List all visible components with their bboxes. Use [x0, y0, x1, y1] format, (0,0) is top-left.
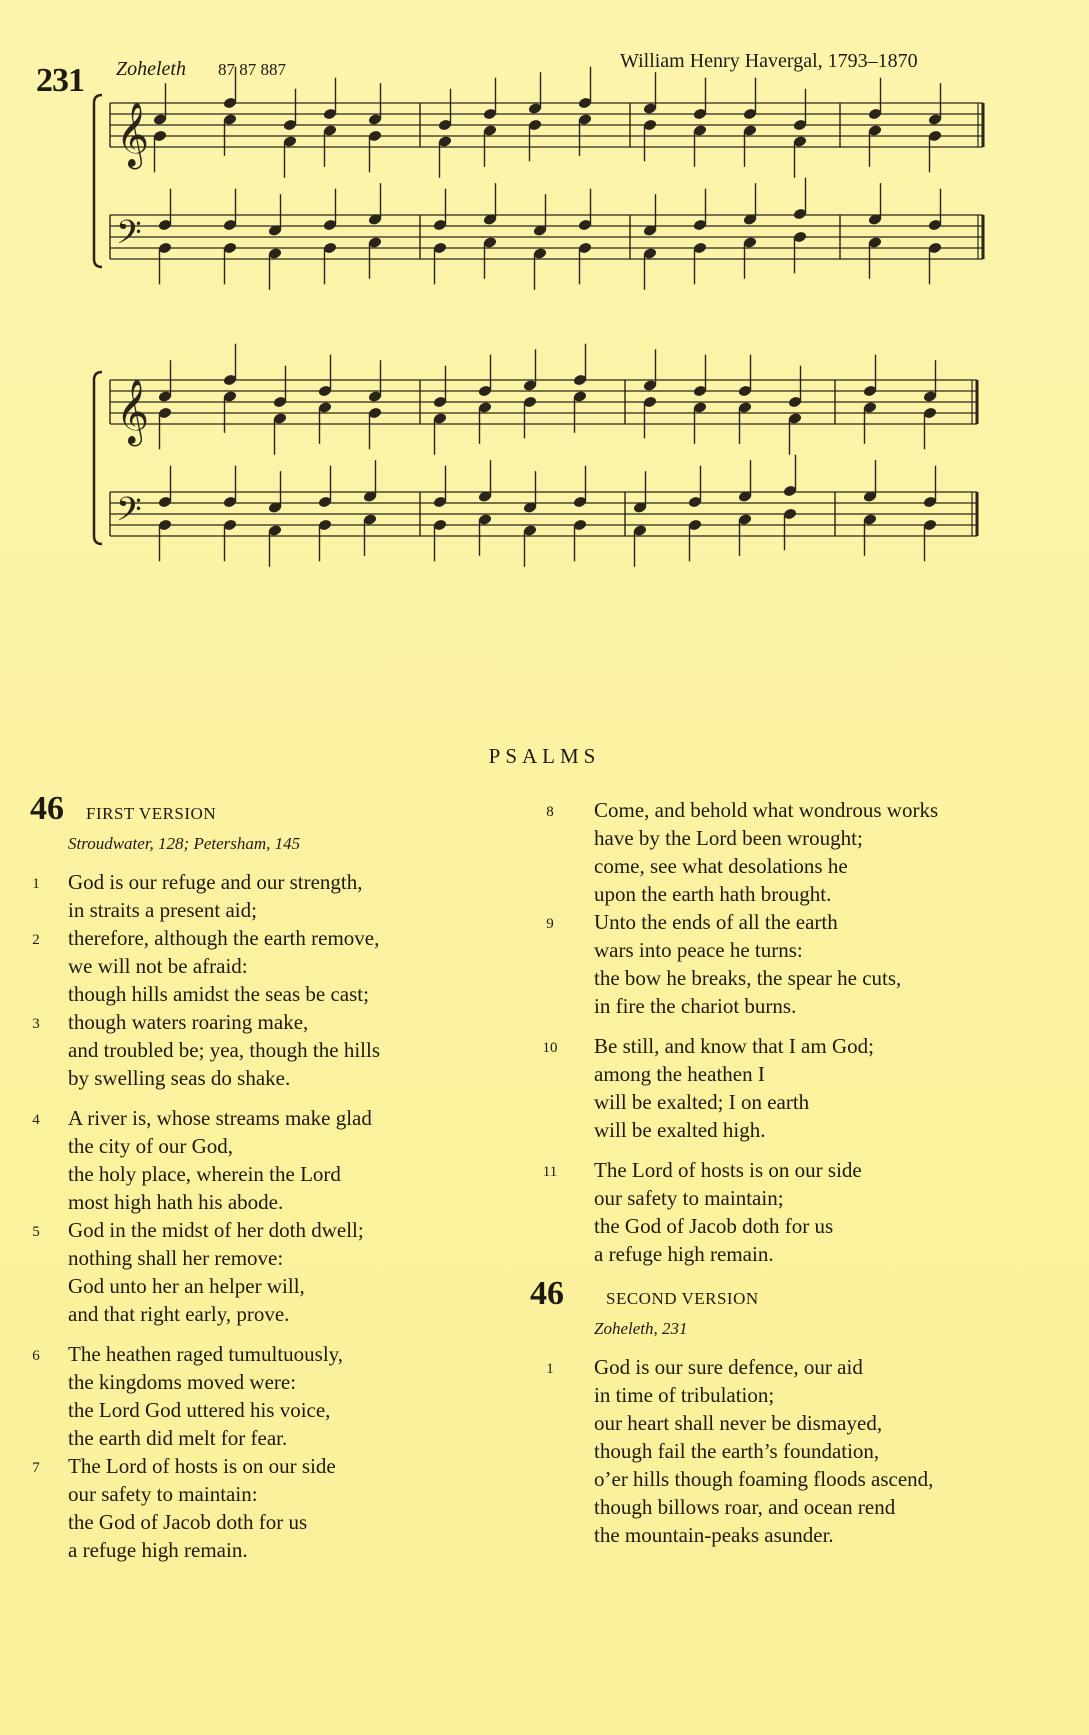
psalm-number: 46 [530, 1275, 564, 1312]
verse [30, 924, 490, 1008]
verse-line: though billows roar, and ocean rend [594, 1495, 896, 1519]
verse [530, 1156, 1050, 1268]
verse-line: in fire the chariot burns. [594, 994, 797, 1018]
verse-line: though waters roaring make, [68, 1010, 309, 1034]
verse-number: 9 [546, 916, 554, 932]
verse-line: the Lord God uttered his voice, [68, 1398, 331, 1422]
verse-line: a refuge high remain. [68, 1538, 248, 1562]
verse [530, 908, 1050, 1020]
verse-line: upon the earth hath brought. [594, 882, 832, 906]
verse-line: o’er hills though foaming floods ascend, [594, 1467, 934, 1491]
music-score [0, 0, 1089, 720]
verse-line: God unto her an helper will, [68, 1274, 305, 1298]
verse-line: we will not be afraid: [68, 954, 248, 978]
verse-number: 1 [32, 876, 40, 892]
verse-line: therefore, although the earth remove, [68, 926, 380, 950]
verse [30, 868, 490, 924]
verse-line: among the heathen I [594, 1062, 765, 1086]
hymn-number: 231 [36, 62, 84, 99]
verse-line: our safety to maintain; [594, 1186, 784, 1210]
verse [530, 796, 1050, 908]
verse-list [530, 796, 1050, 1268]
verse-line: though fail the earth’s foundation, [594, 1439, 880, 1463]
verse-number: 5 [32, 1224, 40, 1240]
verse [30, 1216, 490, 1328]
bass-clef-icon: 𝄢 [116, 214, 142, 260]
tune-reference: Stroudwater, 128; Petersham, 145 [68, 834, 301, 853]
verse-number: 6 [32, 1348, 40, 1364]
verse-line: a refuge high remain. [594, 1242, 774, 1266]
verse-line: in time of tribulation; [594, 1383, 775, 1407]
verse-line: and that right early, prove. [68, 1302, 290, 1326]
verse-list [530, 1353, 1050, 1549]
verse-line: by swelling seas do shake. [68, 1066, 291, 1090]
verse-line: the holy place, wherein the Lord [68, 1162, 341, 1186]
verse-line: the earth did melt for fear. [68, 1426, 288, 1450]
verse-number: 1 [546, 1361, 554, 1377]
verse [530, 1032, 1050, 1144]
verse-line: God is our sure defence, our aid [594, 1355, 863, 1379]
verse-line: The heathen raged tumultuously, [68, 1342, 344, 1366]
verse-line: The Lord of hosts is on our side [68, 1454, 336, 1478]
verse [30, 1008, 490, 1092]
verse [30, 1452, 490, 1564]
verse-number: 2 [32, 932, 40, 948]
verse-line: Be still, and know that I am God; [594, 1034, 874, 1058]
system-bracket [94, 95, 102, 267]
verse-line: will be exalted high. [594, 1118, 766, 1142]
tune-meter: 87 87 887 [218, 60, 286, 79]
verse-line: have by the Lord been wrought; [594, 826, 863, 850]
verse [530, 1353, 1050, 1549]
verse-line: and troubled be; yea, though the hills [68, 1038, 381, 1062]
verse-line: nothing shall her remove: [68, 1246, 284, 1270]
verse-number: 10 [542, 1040, 558, 1056]
version-label: FIRST VERSION [86, 804, 217, 823]
verse-list [30, 868, 490, 1564]
verse-number: 7 [32, 1460, 40, 1476]
verse-number: 11 [542, 1164, 558, 1180]
verse-line: will be exalted; I on earth [594, 1090, 810, 1114]
verse-number: 3 [32, 1016, 40, 1032]
verse-number: 4 [32, 1112, 40, 1128]
verse-line: The Lord of hosts is on our side [594, 1158, 862, 1182]
verse-line: God is our refuge and our strength, [68, 870, 363, 894]
verse-line: the mountain-peaks asunder. [594, 1523, 834, 1547]
verse-line: our heart shall never be dismayed, [594, 1411, 883, 1435]
psalm-heading-second [530, 1275, 1050, 1313]
treble-clef-icon: 𝄞 [116, 379, 150, 444]
composer-credit: William Henry Havergal, 1793–1870 [620, 50, 918, 72]
verse-line: most high hath his abode. [68, 1190, 284, 1214]
verse-line: Unto the ends of all the earth [594, 910, 838, 934]
verse-number: 8 [546, 804, 554, 820]
tune-name: Zoheleth [116, 58, 186, 80]
psalm-number: 46 [30, 790, 64, 827]
bass-clef-icon: 𝄢 [116, 491, 142, 537]
verse-line: the bow he breaks, the spear he cuts, [594, 966, 902, 990]
verse-line: Come, and behold what wondrous works [594, 798, 939, 822]
verse-line: the God of Jacob doth for us [68, 1510, 308, 1534]
tune-reference: Zoheleth, 231 [594, 1319, 688, 1338]
verse-line: though hills amidst the seas be cast; [68, 982, 369, 1006]
verse-line: the kingdoms moved were: [68, 1370, 297, 1394]
system-bracket [94, 372, 102, 544]
verse-line: wars into peace he turns: [594, 938, 803, 962]
verse-line: the city of our God, [68, 1134, 234, 1158]
version-label: SECOND VERSION [606, 1289, 759, 1308]
verse-line: A river is, whose streams make glad [68, 1106, 372, 1130]
verse-line: come, see what desolations he [594, 854, 848, 878]
verse [30, 1340, 490, 1452]
verse-line: in straits a present aid; [68, 898, 257, 922]
verse-line: the God of Jacob doth for us [594, 1214, 834, 1238]
verse [30, 1104, 490, 1216]
psalm-first-version [30, 790, 490, 1576]
psalm-heading [30, 790, 490, 828]
section-title: PSALMS [488, 744, 601, 768]
treble-clef-icon: 𝄞 [116, 102, 150, 167]
psalm-right-column [530, 796, 1050, 1561]
verse-line: God in the midst of her doth dwell; [68, 1218, 364, 1242]
verse-line: our safety to maintain: [68, 1482, 258, 1506]
